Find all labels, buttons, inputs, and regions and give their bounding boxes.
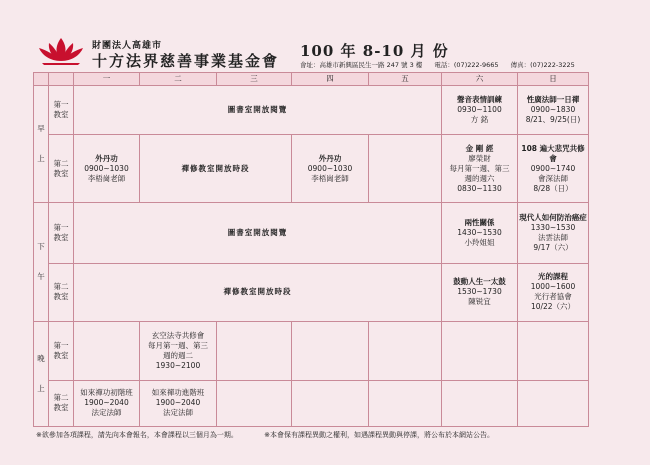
- org-subtitle: 財團法人高雄市: [92, 41, 163, 51]
- footnote-registration: ※欲參加各項課程，請先向本會報名，本會課程以三個月為一期。: [36, 431, 238, 439]
- empty-cell: [369, 135, 442, 203]
- empty-cell: [442, 321, 518, 380]
- day-wed: 三: [217, 73, 292, 86]
- period-evening: 晚 上: [34, 321, 49, 426]
- morning-room2-row: [34, 135, 589, 203]
- evening-room1-row: [34, 321, 589, 380]
- day-sat: 六: [442, 73, 518, 86]
- afternoon-room2-row: [34, 264, 589, 321]
- room-label: 第一 教室: [49, 202, 74, 263]
- room-label: 第二 教室: [49, 135, 74, 203]
- course-cell: 如來禪功進階班 1900~2040 法定法師: [140, 380, 217, 426]
- library-open-cell: 圖書室開放閱覽: [74, 202, 442, 263]
- room-label: 第一 教室: [49, 321, 74, 380]
- footnotes: [36, 430, 518, 440]
- afternoon-room1-row: [34, 202, 589, 263]
- empty-cell: [369, 321, 442, 380]
- phone: 電話：(07)222-9665: [434, 61, 499, 69]
- course-cell: 光的課程 1000~1600 光行者協會 10/22（六）: [518, 264, 589, 321]
- empty-cell: [518, 380, 589, 426]
- schedule-table: [33, 72, 589, 427]
- period-morning: 早 上: [34, 86, 49, 203]
- schedule-title: 100 年 8-10 月 份: [300, 42, 449, 60]
- room-label: 第一 教室: [49, 86, 74, 135]
- meditation-open-cell: 禪修教室開放時段: [140, 135, 292, 203]
- day-fri: 五: [369, 73, 442, 86]
- course-cell: 現代人如何防治癌症 1330~1530 法雲法師 9/17（六）: [518, 202, 589, 263]
- org-name: 十方法界慈善事業基金會: [92, 52, 280, 70]
- course-cell: 兩性關係 1430~1530 小羚姐姐: [442, 202, 518, 263]
- course-cell: 玄空法寺共修會 每月第一週、第三 週的週二 1930~2100: [140, 321, 217, 380]
- room-label: 第二 教室: [49, 380, 74, 426]
- address: 會址：高雄市新興區民生一路 247 號 3 樓: [300, 61, 423, 69]
- empty-cell: [442, 380, 518, 426]
- lotus-logo-icon: [34, 36, 88, 66]
- empty-cell: [217, 321, 292, 380]
- course-cell: 如來禪功初階班 1900~2040 法定法師: [74, 380, 140, 426]
- empty-cell: [292, 380, 369, 426]
- course-cell: 外丹功 0900~1030 李梧崗老師: [74, 135, 140, 203]
- morning-room1-row: [34, 86, 589, 135]
- meditation-open-cell: 禪修教室開放時段: [74, 264, 442, 321]
- day-tue: 二: [140, 73, 217, 86]
- page-header: [0, 0, 650, 72]
- footnote-changes: ※本會保有課程異動之權利，如遇課程異動與停課，將公布於本網站公告。: [264, 431, 494, 439]
- room-label: 第二 教室: [49, 264, 74, 321]
- contact-line: [300, 60, 585, 69]
- evening-room2-row: [34, 380, 589, 426]
- day-header-row: [34, 73, 589, 86]
- empty-cell: [292, 321, 369, 380]
- library-open-cell: 圖書室開放閱覽: [74, 86, 442, 135]
- day-thu: 四: [292, 73, 369, 86]
- day-mon: 一: [74, 73, 140, 86]
- empty-cell: [217, 380, 292, 426]
- fax: 傳真：(07)222-3225: [510, 61, 575, 69]
- period-afternoon: 下 午: [34, 202, 49, 321]
- course-cell: 108 遍大悲咒共修會 0900~1740 會深法師 8/28（日）: [518, 135, 589, 203]
- empty-cell: [369, 380, 442, 426]
- course-cell: 性廣法師一日禪 0900~1830 8/21、9/25(日): [518, 86, 589, 135]
- course-cell: 金 剛 經 廖榮財 每月第一週、第三 週的週六 0830~1130: [442, 135, 518, 203]
- course-cell: 鼓動人生一太鼓 1530~1730 陳锐宜: [442, 264, 518, 321]
- day-sun: 日: [518, 73, 589, 86]
- empty-cell: [518, 321, 589, 380]
- empty-cell: [74, 321, 140, 380]
- course-cell: 外丹功 0900~1030 李梧崗老師: [292, 135, 369, 203]
- course-cell: 聲音表情訓練 0930~1100 方 銘: [442, 86, 518, 135]
